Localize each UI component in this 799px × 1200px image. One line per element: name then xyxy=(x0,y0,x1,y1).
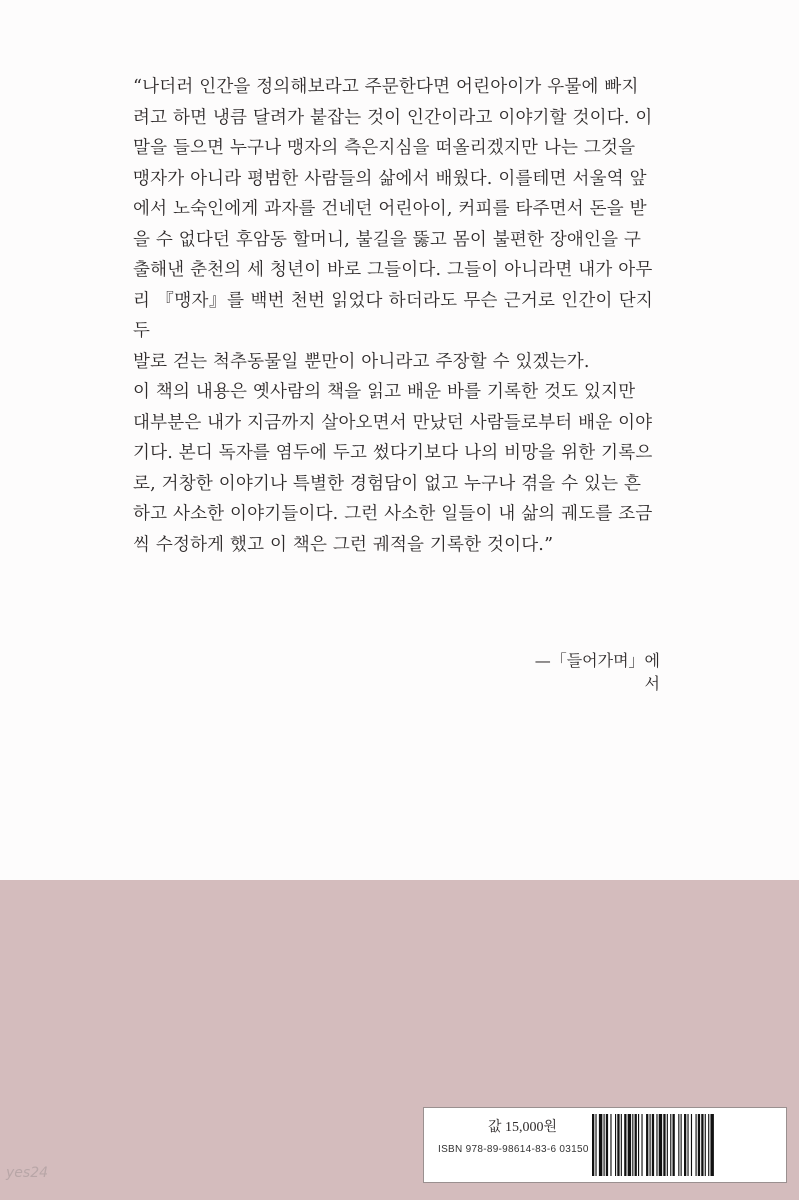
isbn-number: ISBN 978-89-98614-83-6 03150 xyxy=(438,1144,589,1155)
barcode-bar xyxy=(641,1114,642,1176)
quote-line: 로, 거창한 이야기나 특별한 경험담이 없고 누구나 겪을 수 있는 흔 xyxy=(133,473,642,494)
barcode-bar xyxy=(610,1114,611,1176)
barcode-bar xyxy=(696,1114,697,1176)
barcode-bar xyxy=(628,1114,631,1176)
barcode-bar xyxy=(663,1114,665,1176)
barcode-icon xyxy=(590,1114,780,1176)
quote-line: 발로 걷는 척추동물일 뿐만이 아니라고 주장할 수 있겠는가. xyxy=(133,351,590,372)
barcode-bar xyxy=(670,1114,671,1176)
barcode-bar xyxy=(652,1114,654,1176)
quote-line: 기다. 본디 독자를 염두에 두고 썼다기보다 나의 비망을 위한 기록으 xyxy=(133,443,653,463)
isbn-barcode-box xyxy=(423,1107,787,1183)
barcode-bar xyxy=(691,1114,692,1176)
quote-line: 맹자가 아니라 평범한 사람들의 삶에서 배웠다. 이를테면 서울역 앞 xyxy=(133,168,647,189)
watermark-logo: yes24 xyxy=(6,1165,49,1181)
barcode-bar xyxy=(592,1114,594,1176)
price-label: 값 15,000원 xyxy=(488,1120,558,1135)
quote-attribution: —「들어가며」에서 xyxy=(534,651,660,693)
barcode-bar xyxy=(698,1114,700,1176)
quote-line: 려고 하면 냉큼 달려가 붙잡는 것이 인간이라고 이야기할 것이다. 이 xyxy=(133,107,653,128)
barcode-bar xyxy=(681,1114,682,1176)
quote-line: 이 책의 내용은 옛사람의 책을 읽고 배운 바를 기록한 것도 있지만 xyxy=(133,382,636,402)
barcode-bar xyxy=(595,1114,596,1176)
barcode-bar xyxy=(650,1114,651,1176)
quote-line: 리 『맹자』를 백번 천번 읽었다 하더라도 무슨 근거로 인간이 단지 두 xyxy=(133,290,653,341)
back-cover-quote xyxy=(133,72,653,560)
barcode-bar xyxy=(606,1114,608,1176)
quote-line: 대부분은 내가 지금까지 살아오면서 만났던 사람들로부터 배운 이야 xyxy=(133,412,653,433)
barcode-bar xyxy=(617,1114,619,1176)
barcode-bar xyxy=(667,1114,668,1176)
barcode-bar xyxy=(621,1114,622,1176)
barcode-bar xyxy=(646,1114,648,1176)
barcode-bar xyxy=(604,1114,605,1176)
barcode-bar xyxy=(632,1114,633,1176)
barcode-bar xyxy=(701,1114,703,1176)
barcode-bar xyxy=(635,1114,637,1176)
barcode-bar xyxy=(684,1114,686,1176)
barcode-bar xyxy=(710,1114,713,1176)
quote-line: 씩 수정하게 했고 이 책은 그런 궤적을 기록한 것이다.” xyxy=(133,534,554,555)
quote-line: 말을 들으면 누구나 맹자의 측은지심을 떠올리겠지만 나는 그것을 xyxy=(133,138,636,158)
quote-line: 하고 사소한 이야기들이다. 그런 사소한 일들이 내 삶의 궤도를 조금 xyxy=(133,504,653,524)
barcode-bar xyxy=(673,1114,675,1176)
quote-line: 을 수 없다던 후암동 할머니, 불길을 뚫고 몸이 불편한 장애인을 구 xyxy=(133,229,642,250)
barcode-bar xyxy=(708,1114,709,1176)
barcode-bar xyxy=(624,1114,626,1176)
barcode-bar xyxy=(687,1114,688,1176)
quote-line: 에서 노숙인에게 과자를 건네던 어린아이, 커피를 타주면서 돈을 받 xyxy=(133,199,647,219)
barcode-bar xyxy=(638,1114,639,1176)
barcode-bar xyxy=(659,1114,662,1176)
barcode-bar xyxy=(599,1114,602,1176)
barcode-bar xyxy=(656,1114,657,1176)
barcode-bar xyxy=(705,1114,706,1176)
quote-line: “나더러 인간을 정의해보라고 주문한다면 어린아이가 우물에 빠지 xyxy=(133,77,639,97)
quote-line: 출해낸 춘천의 세 청년이 바로 그들이다. 그들이 아니라면 내가 아무 xyxy=(133,260,653,280)
barcode-bar xyxy=(615,1114,616,1176)
barcode-bar xyxy=(678,1114,679,1176)
